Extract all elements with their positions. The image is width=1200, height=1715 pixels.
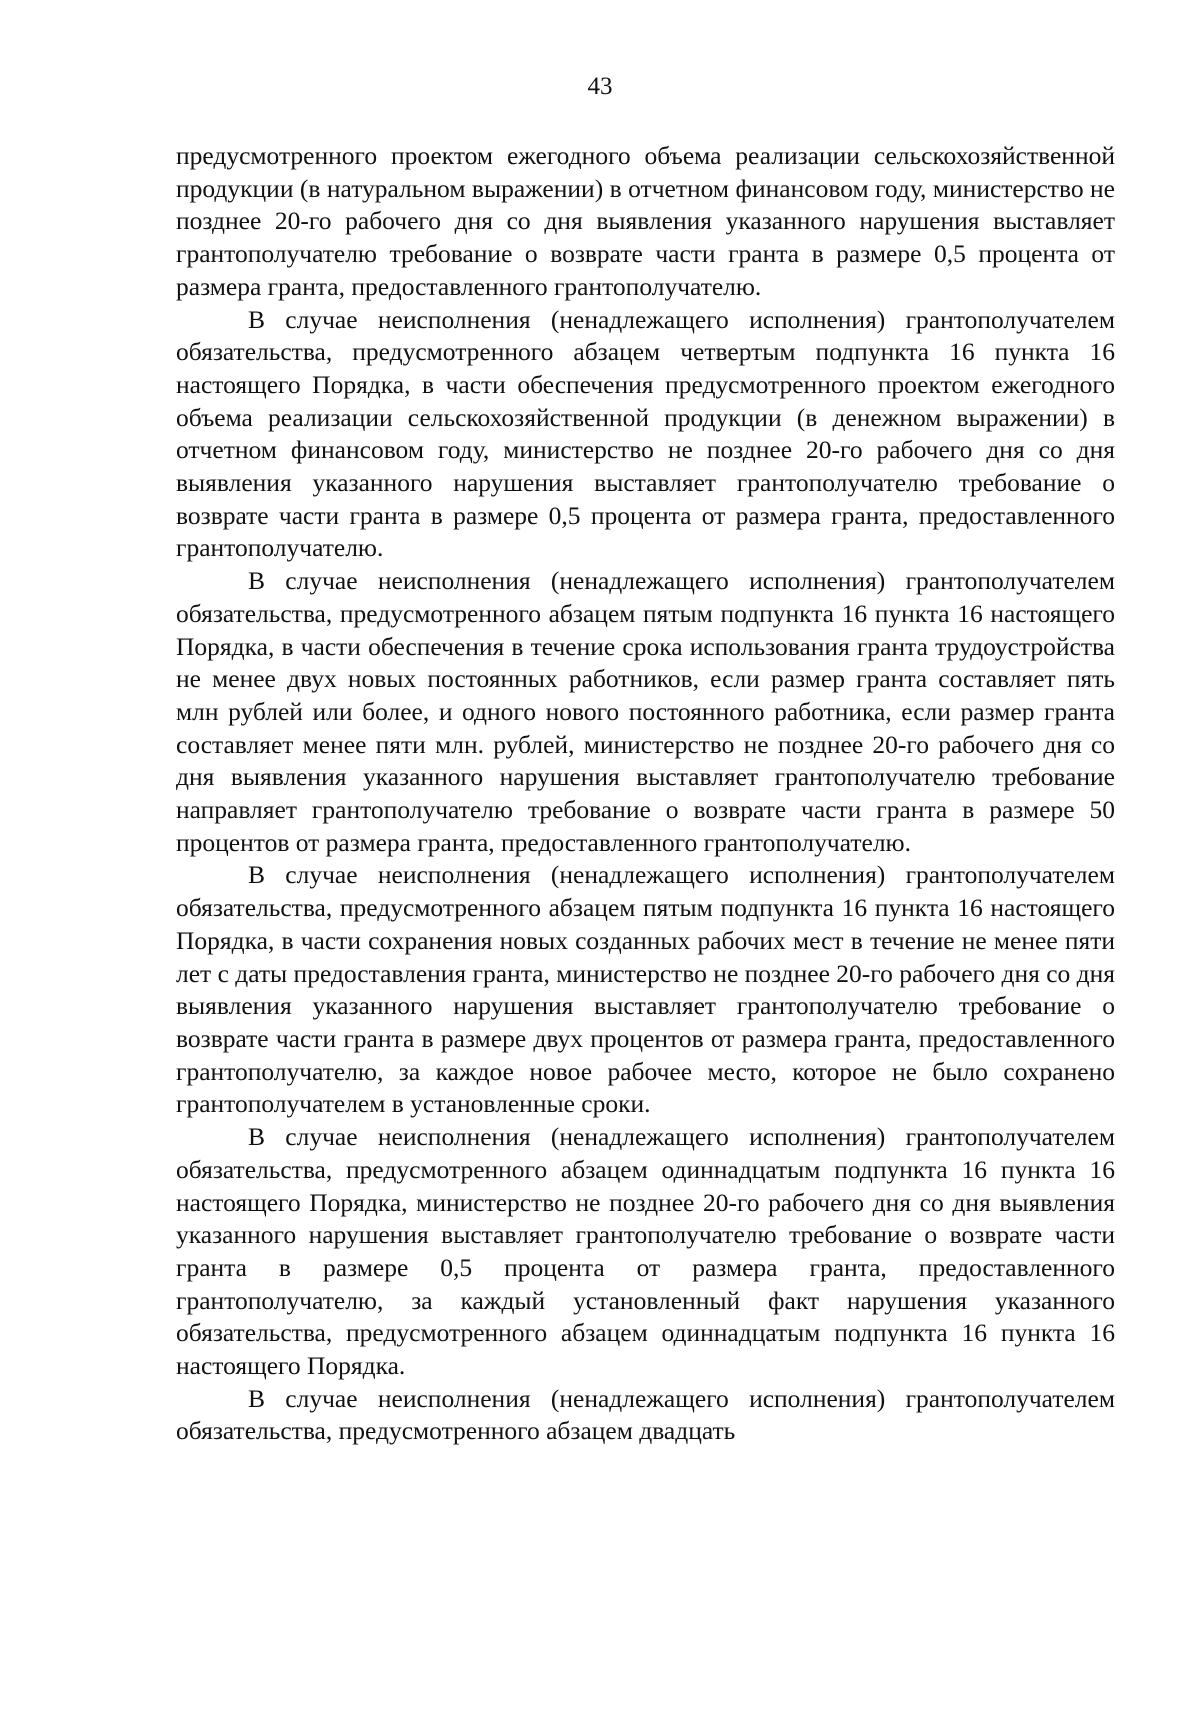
paragraph-employment-obligation: В случае неисполнения (ненадлежащего исполнения) грантополучателем обязательства, предусмотренного абзацем пятым подпункта 16 пункта 16 настоящего Порядка, в части обеспечения в течение срока использования гранта трудоустройства не менее двух новых постоянных работников, если размер гранта составляет пять млн рублей или более, и одного нового постоянного работника, если размер гранта составляет менее пяти млн. рублей, министерство не позднее 20-го рабочего дня со дня выявления указанного нарушения выставляет грантополучателю требование направляет грантополучателю требование о возврате части гранта в размере 50 процентов от размера гранта, предоставленного грантополучателю. (176, 566, 1115, 857)
paragraph-continuation: предусмотренного проектом ежегодного объема реализации сельскохозяйственной продукции (в натуральном выражении) в отчетном финансовом году, министерство не позднее 20-го рабочего дня со дня выявления указанного нарушения выставляет грантополучателю требование о возврате части гранта в размере 0,5 процента от размера гранта, предоставленного грантополучателю. (176, 141, 1115, 301)
paragraph-eleventh-clause: В случае неисполнения (ненадлежащего исполнения) грантополучателем обязательства, предусмотренного абзацем одиннадцатым подпункта 16 пункта 16 настоящего Порядка, министерство не позднее 20-го рабочего дня со дня выявления указанного нарушения выставляет грантополучателю требование о возврате части гранта в размере 0,5 процента от размера гранта, предоставленного грантополучателю, за каждый установленный факт нарушения указанного обязательства, предусмотренного абзацем одиннадцатым подпункта 16 пункта 16 настоящего Порядка. (176, 1122, 1115, 1381)
paragraph-job-retention: В случае неисполнения (ненадлежащего исполнения) грантополучателем обязательства, предусмотренного абзацем пятым подпункта 16 пункта 16 настоящего Порядка, в части сохранения новых созданных рабочих мест в течение не менее пяти лет с даты предоставления гранта, министерство не позднее 20-го рабочего дня со дня выявления указанного нарушения выставляет грантополучателю требование о возврате части гранта в размере двух процентов от размера гранта, предоставленного грантополучателю, за каждое новое рабочее место, которое не было сохранено грантополучателем в установленные сроки. (176, 860, 1115, 1119)
paragraph-twentieth-clause: В случае неисполнения (ненадлежащего исполнения) грантополучателем обязательства, предусмотренного абзацем двадцать (176, 1383, 1115, 1446)
paragraph-annual-sales-monetary: В случае неисполнения (ненадлежащего исполнения) грантополучателем обязательства, предусмотренного абзацем четвертым подпункта 16 пункта 16 настоящего Порядка, в части обеспечения предусмотренного проектом ежегодного объема реализации сельскохозяйственной продукции (в денежном выражении) в отчетном финансовом году, министерство не позднее 20-го рабочего дня со дня выявления указанного нарушения выставляет грантополучателю требование о возврате части гранта в размере 0,5 процента от размера гранта, предоставленного грантополучателю. (176, 304, 1115, 563)
document-body (176, 140, 1115, 1448)
page-number: 43 (587, 73, 613, 100)
